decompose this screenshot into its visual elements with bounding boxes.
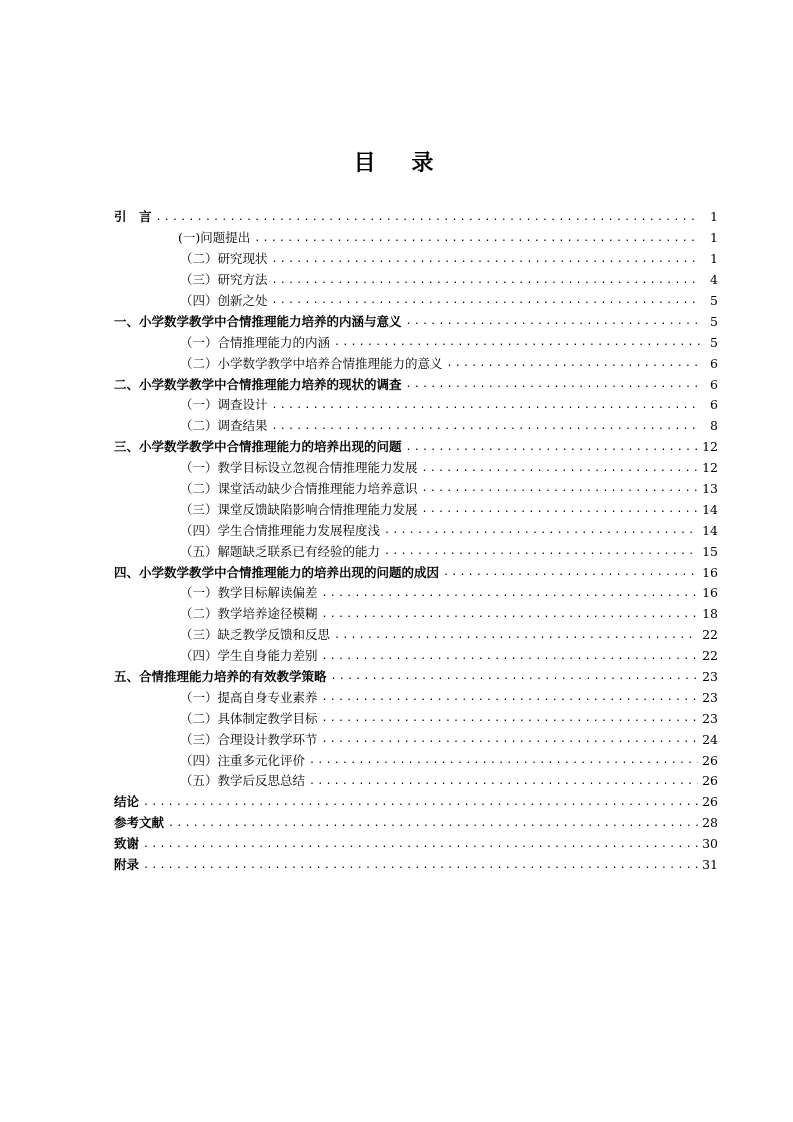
toc-page-number: 26 [702,752,718,768]
toc-page-number: 12 [702,460,718,476]
toc-section-entry[interactable] [114,725,718,746]
toc-chapter-entry[interactable] [114,370,718,391]
toc-chapter-entry[interactable] [114,307,718,328]
dot-leader [143,860,698,872]
dot-leader [322,713,699,725]
dot-leader [447,358,700,370]
dot-leader [322,734,699,746]
toc-section-entry[interactable] [114,600,718,621]
toc-section-entry[interactable] [114,349,718,370]
toc-page-number: 22 [702,648,718,664]
toc-page-number: 5 [710,313,718,329]
toc-page-number: 8 [710,418,718,434]
toc-entry-label: （三）缺乏教学反馈和反思 [180,627,331,643]
toc-section-entry[interactable] [114,746,718,767]
dot-leader [422,504,699,516]
toc-entry-label: （一）教学目标解读偏差 [180,585,318,601]
toc-section-entry[interactable] [114,621,718,642]
toc-chapter-entry[interactable] [114,809,718,830]
dot-leader [322,609,699,621]
toc-page-number: 5 [710,292,718,308]
toc-entry-label: （四）创新之处 [180,292,268,308]
toc-page-number: 15 [702,543,718,559]
toc-section-entry[interactable] [114,266,718,287]
toc-page-number: 1 [710,209,718,225]
toc-entry-label: 四、小学数学教学中合情推理能力的培养出现的问题的成因 [114,564,440,580]
dot-leader [272,421,700,433]
dot-leader [384,525,698,537]
toc-page-number: 24 [702,731,718,747]
toc-page-number: 31 [702,857,718,872]
dot-leader [272,254,700,266]
toc-chapter-entry[interactable] [114,788,718,809]
toc-page-number: 26 [702,794,718,810]
toc-page-number: 6 [710,376,718,392]
table-of-contents [114,203,718,872]
toc-entry-label: 附录 [114,857,140,872]
toc-entry-label: 一、小学数学教学中合情推理能力培养的内涵与意义 [114,313,402,329]
dot-leader [168,818,698,830]
toc-page-number: 23 [702,668,718,684]
page-title: 目 录 [353,151,448,176]
toc-section-entry[interactable] [114,683,718,704]
toc-page-number: 23 [702,710,718,726]
dot-leader [406,442,699,454]
toc-page-number: 26 [702,773,718,789]
dot-leader [331,671,699,683]
toc-entry-label: 结论 [114,794,140,810]
toc-chapter-entry[interactable] [114,663,718,684]
dot-leader [406,379,700,391]
toc-entry-label: （三）合理设计教学环节 [180,731,318,747]
dot-leader [322,692,699,704]
toc-chapter-entry[interactable] [114,203,718,224]
toc-section-entry[interactable] [114,224,718,245]
toc-entry-label: （五）解题缺乏联系已有经验的能力 [180,543,381,559]
dot-leader [143,797,698,809]
toc-page-number: 18 [702,606,718,622]
toc-entry-label: （一）教学目标设立忽视合情推理能力发展 [180,460,418,476]
toc-page-number: 14 [702,501,718,517]
toc-section-entry[interactable] [114,475,718,496]
toc-entry-label: （四）学生自身能力差别 [180,648,318,664]
toc-section-entry[interactable] [114,642,718,663]
toc-page-number: 6 [710,355,718,371]
toc-page-number: 1 [710,251,718,267]
toc-page-number: 4 [710,272,718,288]
toc-entry-label: （二）小学数学教学中培养合情推理能力的意义 [180,355,443,371]
dot-leader [443,567,698,579]
toc-section-entry[interactable] [114,704,718,725]
toc-page-number: 6 [710,397,718,413]
dot-leader [309,776,698,788]
toc-entry-label: 三、小学数学教学中合情推理能力的培养出现的问题 [114,439,402,455]
toc-section-entry[interactable] [114,579,718,600]
toc-entry-label: （二）教学培养途径模糊 [180,606,318,622]
toc-chapter-entry[interactable] [114,433,718,454]
toc-entry-label: 参考文献 [114,815,165,831]
toc-entry-label: （二）具体制定教学目标 [180,710,318,726]
dot-leader [272,295,700,307]
toc-page-number: 16 [702,585,718,601]
dot-leader [406,316,700,328]
toc-entry-label: （二）研究现状 [180,251,268,267]
toc-entry-label: 二、小学数学教学中合情推理能力培养的现状的调查 [114,376,402,392]
toc-page-number: 23 [702,689,718,705]
toc-entry-label: 五、合情推理能力培养的有效教学策略 [114,668,327,684]
dot-leader [143,839,698,851]
toc-entry-label: （三）研究方法 [180,272,268,288]
toc-section-entry[interactable] [114,391,718,412]
dot-leader [322,588,699,600]
dot-leader [334,337,700,349]
dot-leader [422,483,699,495]
toc-page-number: 14 [702,522,718,538]
toc-chapter-entry[interactable] [114,851,718,872]
toc-entry-label: （一）合情推理能力的内涵 [180,334,331,350]
toc-entry-label: （一）调查设计 [180,397,268,413]
toc-section-entry[interactable] [114,516,718,537]
dot-leader [156,212,700,224]
dot-leader [272,400,700,412]
toc-page-number: 28 [702,815,718,831]
toc-entry-label: （五）教学后反思总结 [180,773,306,789]
toc-entry-label: （四）注重多元化评价 [180,752,306,768]
toc-section-entry[interactable] [114,495,718,516]
toc-chapter-entry[interactable] [114,830,718,851]
toc-page-number: 5 [710,334,718,350]
toc-page-number: 22 [702,627,718,643]
dot-leader [322,651,699,663]
dot-leader [254,233,700,245]
toc-entry-label: （四）学生合情推理能力发展程度浅 [180,522,381,538]
toc-page-number: 13 [702,480,718,496]
toc-section-entry[interactable] [114,245,718,266]
toc-section-entry[interactable] [114,412,718,433]
toc-section-entry[interactable] [114,767,718,788]
dot-leader [334,630,698,642]
toc-page-number: 30 [702,836,718,852]
dot-leader [272,275,700,287]
toc-page-number: 1 [710,230,718,246]
toc-entry-label: 引 言 [114,209,152,225]
toc-chapter-entry[interactable] [114,558,718,579]
toc-section-entry[interactable] [114,454,718,475]
toc-section-entry[interactable] [114,328,718,349]
toc-entry-label: （一）提高自身专业素养 [180,689,318,705]
toc-entry-label: （二）课堂活动缺少合情推理能力培养意识 [180,480,418,496]
dot-leader [422,463,699,475]
toc-section-entry[interactable] [114,287,718,308]
toc-entry-label: （二）调查结果 [180,418,268,434]
toc-entry-label: （三）课堂反馈缺陷影响合情推理能力发展 [180,501,418,517]
dot-leader [384,546,698,558]
toc-entry-label: 致谢 [114,836,140,852]
toc-page-number: 16 [702,564,718,580]
dot-leader [309,755,698,767]
toc-entry-label: (一)问题提出 [178,230,251,246]
toc-section-entry[interactable] [114,537,718,558]
toc-page-number: 12 [702,439,718,455]
